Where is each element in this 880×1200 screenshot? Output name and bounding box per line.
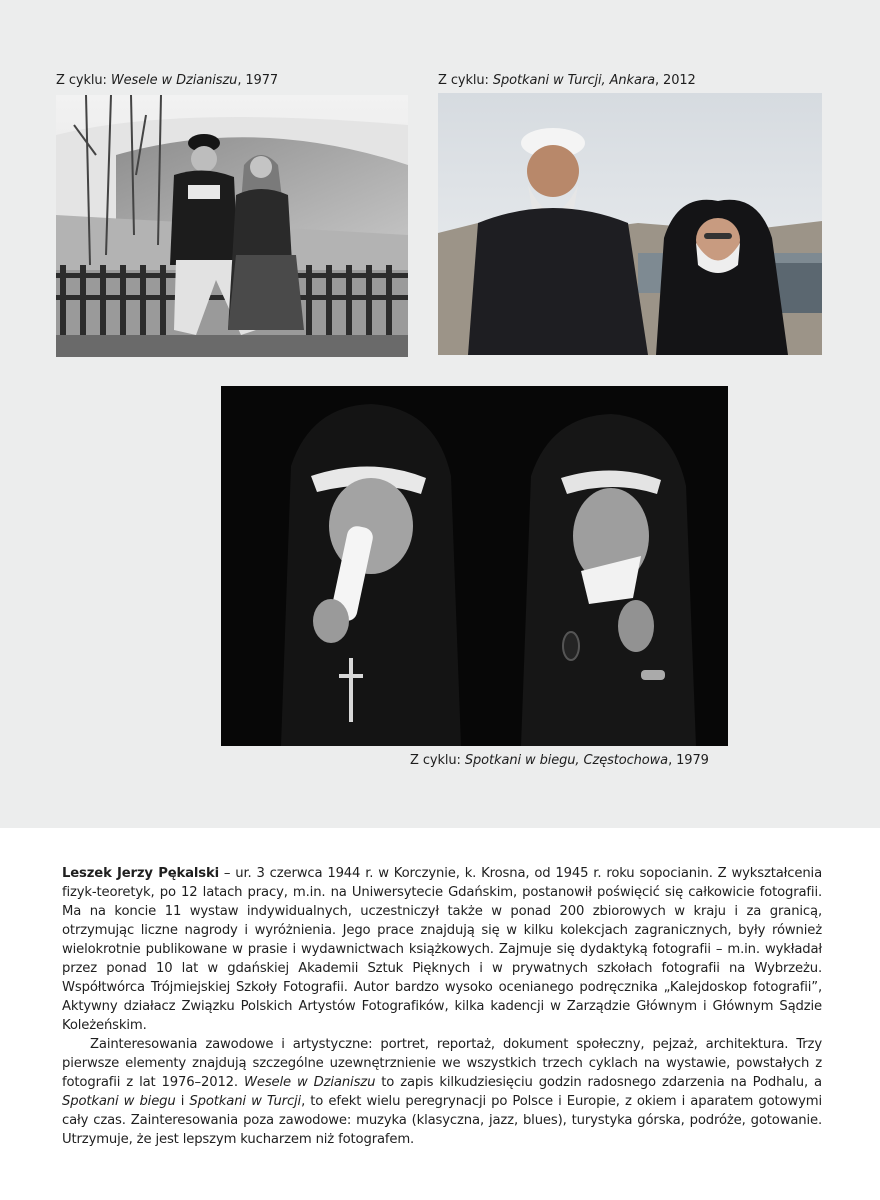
photo-turkey bbox=[438, 93, 822, 355]
photo-wedding bbox=[56, 95, 408, 357]
caption-nuns: Z cyklu: Spotkani w biegu, Częstochowa, 1979 bbox=[410, 753, 709, 768]
caption-wedding: Z cyklu: Wesele w Dzianiszu, 1977 bbox=[56, 73, 279, 88]
photo-nuns bbox=[221, 386, 728, 746]
biography bbox=[62, 864, 822, 1149]
author-name: Leszek Jerzy Pękalski bbox=[62, 866, 219, 881]
bio-paragraph-1: Leszek Jerzy Pękalski – ur. 3 czerwca 1944 r. w Korczynie, k. Krosna, od 1945 r. roku sopocianin. Z wykształcenia fizyk-teoretyk, po 12 latach pracy, m.in. na Uniwersytecie Gdańskim, postanowił poświęcić się całkowicie fotografii. Ma na koncie 11 wystaw indywidualnych, uczestniczył także w ponad 200 zbiorowych w kraju i za granicą, otrzymując liczne nagrody i wyróżnienia. Jego prace znajdują się w kilku kolekcjach zagranicznych, były również wielokrotnie publikowane w prasie i wydawnictwach książkowych. Zajmuje się dydaktyką fotografii – m.in. wykładał przez ponad 10 lat w gdańskiej Akademii Sztuk Pięknych i w prywatnych szkołach fotografii na Wybrzeżu. Współtwórca Trójmiejskiej Szkoły Fotografii. Autor bardzo wysoko ocenianego podręcznika „Kalejdoskop fotografii”, Aktywny działacz Związku Polskich Artystów Fotografików, kilka kadencji w Zarządzie Głównym i Głównym Sądzie Koleżeńskim. bbox=[62, 866, 822, 1033]
caption-turkey: Z cyklu: Spotkani w Turcji, Ankara, 2012 bbox=[438, 73, 696, 88]
bio-paragraph-2: Zainteresowania zawodowe i artystyczne: portret, reportaż, dokument społeczny, pejzaż, architektura. Trzy pierwsze elementy znajdują szczególne uzewnętrznienie we wszystkich trzech cyklach na wystawie, powstałych z fotografii z lat 1976–2012. Wesele w Dzianiszu to zapis kilkudziesięciu godzin radosnego zdarzenia na Podhalu, a Spotkani w biegu i Spotkani w Turcji, to efekt wielu peregrynacji po Polsce i Europie, z okiem i aparatem gotowymi cały czas. Zainteresowania poza zawodowe: muzyka (klasyczna, jazz, blues), turystyka górska, podróże, gotowanie. Utrzymuje, że jest lepszym kucharzem niż fotografem. bbox=[62, 1037, 822, 1147]
